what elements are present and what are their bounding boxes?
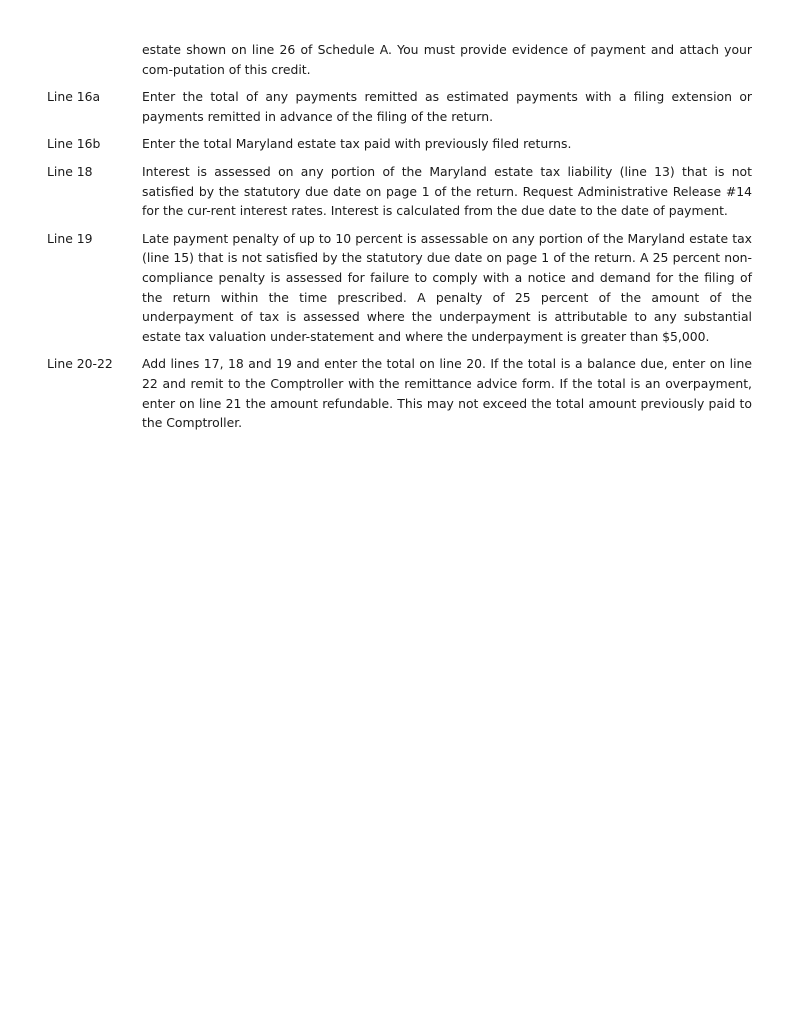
instruction-line-20-22 — [47, 354, 752, 432]
line-description: Late payment penalty of up to 10 percent is assessable on any portion of the Maryland estate tax (line 15) that is not satisfied by the statutory due date on page 1 of the return. A 25 percent non-compliance penalty is assessed for failure to comply with a notice and demand for the filing of the return within the time prescribed. A penalty of 25 percent of the amount of the underpayment of tax is assessed where the underpayment is attributable to any substantial estate tax valuation under-statement and where the underpayment is greater than $5,000. — [142, 230, 752, 344]
continued-paragraph: estate shown on line 26 of Schedule A. You must provide evidence of payment and attach your com-putation of this credit. — [142, 42, 752, 77]
line-description: Interest is assessed on any portion of the Maryland estate tax liability (line 13) that is not satisfied by the statutory due date on page 1 of the return. Request Administrative Release #14 for the cur-rent interest rates. Interest is calculated from the due date to the date of payment. — [142, 163, 752, 219]
line-label: Line 19 — [47, 230, 93, 246]
line-label: Line 16a — [47, 89, 101, 105]
line-description: Enter the total of any payments remitted as estimated payments with a filing extension or payments remitted in advance of the filing of the return. — [142, 89, 752, 124]
instructions-body — [47, 40, 752, 441]
instruction-line-18 — [47, 162, 752, 221]
line-description: Enter the total Maryland estate tax paid with previously filed returns. — [142, 136, 572, 152]
line-label: Line 16b — [47, 136, 101, 152]
instruction-line-16a — [47, 87, 752, 126]
line-description: Add lines 17, 18 and 19 and enter the total on line 20. If the total is a balance due, enter on line 22 and remit to the Comptroller with the remittance advice form. If the total is an overpayment, enter on line 21 the amount refundable. This may not exceed the total amount previously paid to the Comptroller. — [142, 356, 752, 431]
line-label: Line 20-22 — [47, 356, 113, 372]
line-label: Line 18 — [47, 163, 93, 179]
instruction-line-16b — [47, 134, 752, 154]
instruction-line-19 — [47, 229, 752, 347]
